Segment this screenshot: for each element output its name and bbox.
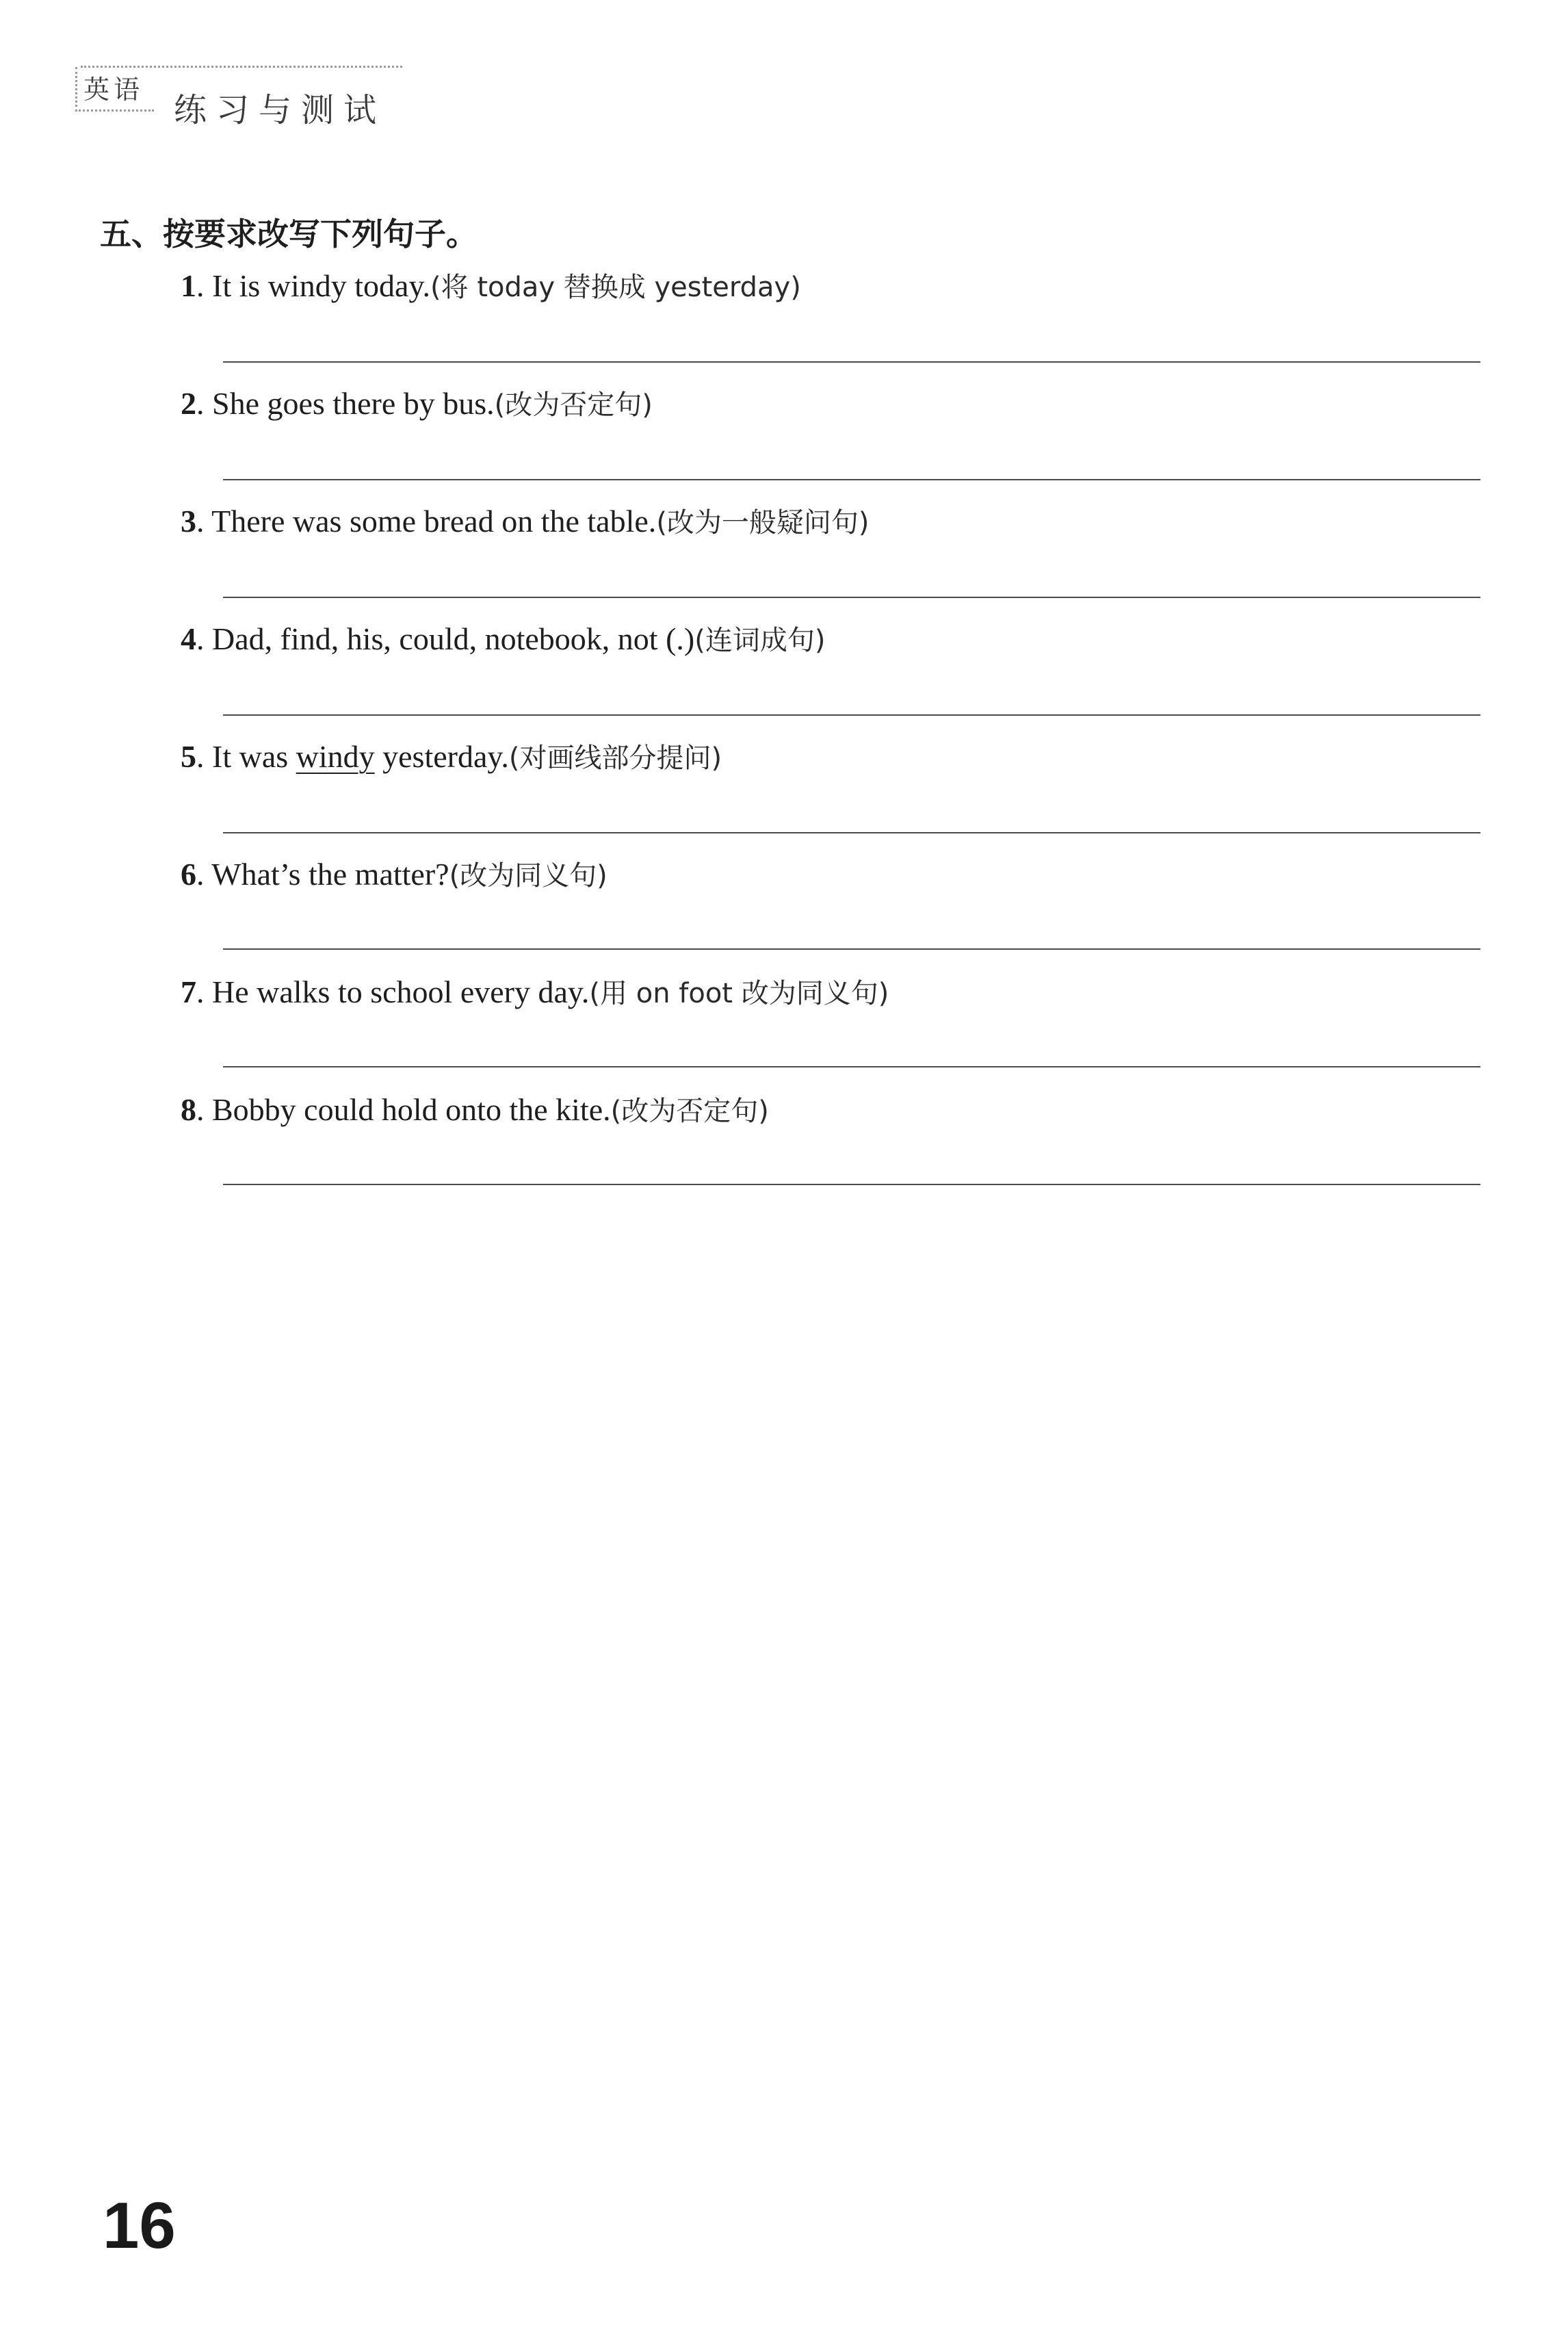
answer-line-3[interactable] <box>223 597 1480 598</box>
underlined-word: windy <box>296 739 375 774</box>
question-5 <box>181 736 722 775</box>
question-text-before: . It was <box>196 739 296 774</box>
answer-line-4[interactable] <box>223 714 1480 716</box>
question-instruction: (对画线部分提问) <box>508 742 722 774</box>
answer-line-8[interactable] <box>223 1184 1480 1185</box>
question-text: . There was some bread on the table. <box>196 504 657 539</box>
question-4 <box>181 619 825 658</box>
question-instruction: (将 today 替换成 yesterday) <box>430 272 801 303</box>
answer-line-2[interactable] <box>223 479 1480 480</box>
answer-line-6[interactable] <box>223 948 1480 950</box>
question-3 <box>181 501 870 540</box>
question-text: . Dad, find, his, could, notebook, not (.) <box>196 621 695 656</box>
question-number: 8 <box>181 1092 196 1127</box>
question-number: 4 <box>181 621 196 656</box>
question-instruction: (连词成句) <box>694 625 826 656</box>
question-instruction: (改为同义句) <box>449 860 607 892</box>
question-6 <box>181 854 607 893</box>
section-title: 五、按要求改写下列句子。 <box>100 216 478 252</box>
question-instruction: (用 on foot 改为同义句) <box>589 978 889 1009</box>
book-title: 练习与测试 <box>174 91 387 129</box>
question-1 <box>181 265 801 305</box>
question-text: . What’s the matter? <box>196 857 449 892</box>
question-8 <box>181 1089 769 1128</box>
question-instruction: (改为一般疑问句) <box>656 507 870 539</box>
question-text: . Bobby could hold onto the kite. <box>196 1092 611 1127</box>
question-number: 1 <box>181 268 196 303</box>
question-text: . It is windy today. <box>196 268 430 303</box>
question-instruction: (改为否定句) <box>610 1096 769 1127</box>
question-number: 2 <box>181 386 196 421</box>
question-number: 6 <box>181 857 196 892</box>
question-text <box>196 739 509 774</box>
subject-label: 英语 <box>83 75 144 105</box>
page-number: 16 <box>103 2189 176 2262</box>
question-number: 3 <box>181 504 196 539</box>
question-text: . He walks to school every day. <box>196 974 590 1009</box>
answer-line-5[interactable] <box>223 832 1480 833</box>
answer-line-7[interactable] <box>223 1066 1480 1067</box>
question-2 <box>181 383 653 422</box>
question-instruction: (改为否定句) <box>494 389 653 421</box>
question-7 <box>181 972 889 1011</box>
question-text: . She goes there by bus. <box>196 386 495 421</box>
question-number: 7 <box>181 974 196 1009</box>
answer-line-1[interactable] <box>223 361 1480 363</box>
question-text-after: yesterday. <box>374 739 509 774</box>
question-number: 5 <box>181 739 196 774</box>
